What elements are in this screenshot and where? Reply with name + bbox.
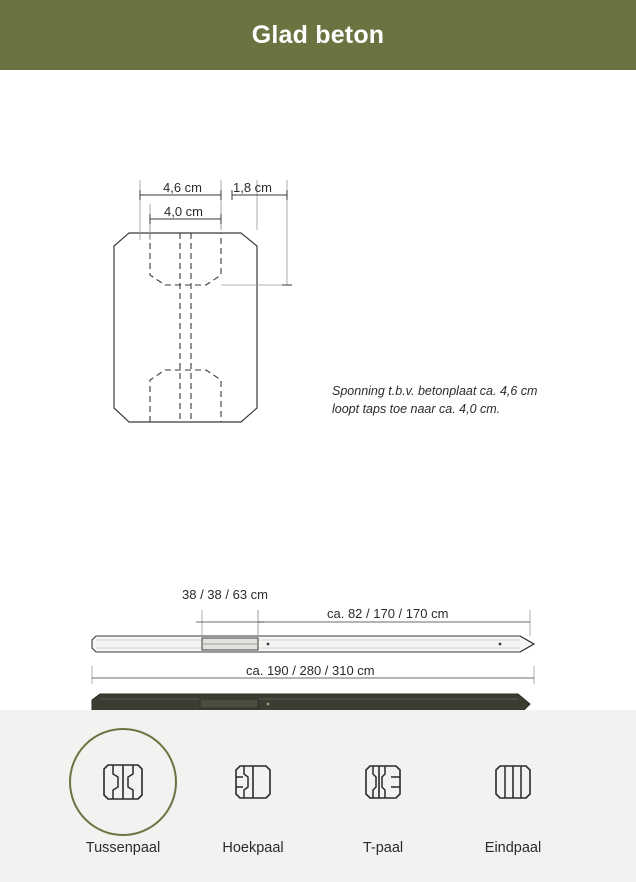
- dimension-label-groove-top: 4,6 cm: [163, 180, 203, 195]
- post-type-option-eindpaal[interactable]: [452, 728, 574, 856]
- post-side-view-light: [92, 636, 534, 652]
- post-intermediate-icon: [100, 761, 146, 803]
- page-title: Glad beton: [251, 20, 385, 49]
- post-type-option-t-paal[interactable]: [322, 728, 444, 856]
- post-type-label-tussenpaal: Tussenpaal: [85, 840, 161, 856]
- post-cross-section: [114, 233, 257, 422]
- post-type-label-eindpaal: Eindpaal: [484, 840, 542, 856]
- dimension-plate-heights: [196, 610, 264, 636]
- post-end-icon: [493, 763, 533, 801]
- groove-outline-top: [150, 233, 221, 285]
- post-type-option-tussenpaal[interactable]: [62, 728, 184, 856]
- post-corner-icon: [233, 763, 273, 801]
- diagram-canvas: [0, 70, 636, 710]
- dimension-label-total-length: ca. 190 / 280 / 310 cm: [246, 663, 375, 678]
- post-type-selector: [0, 710, 636, 882]
- dimension-label-plate-heights: 38 / 38 / 63 cm: [182, 587, 268, 602]
- post-type-label-hoekpaal: Hoekpaal: [222, 840, 284, 856]
- post-type-label-t-paal: T-paal: [362, 840, 404, 856]
- post-side-view-dark: [92, 694, 530, 710]
- groove-outline-bottom: [150, 370, 221, 422]
- groove-center-lines: [180, 233, 191, 422]
- page-header: [0, 0, 636, 70]
- dimension-label-above-ground: ca. 82 / 170 / 170 cm: [327, 606, 449, 621]
- option-ring-eindpaal: [459, 728, 567, 836]
- dimension-label-flange-width: 1,8 cm: [233, 180, 273, 195]
- dimension-label-groove-bottom: 4,0 cm: [164, 204, 204, 219]
- groove-note-text: Sponning t.b.v. betonplaat ca. 4,6 cm loopt taps toe naar ca. 4,0 cm.: [332, 384, 538, 417]
- option-ring-t-paal: [329, 728, 437, 836]
- option-ring-tussenpaal: [69, 728, 177, 836]
- post-t-icon: [363, 763, 403, 801]
- option-ring-hoekpaal: [199, 728, 307, 836]
- post-type-option-hoekpaal[interactable]: [192, 728, 314, 856]
